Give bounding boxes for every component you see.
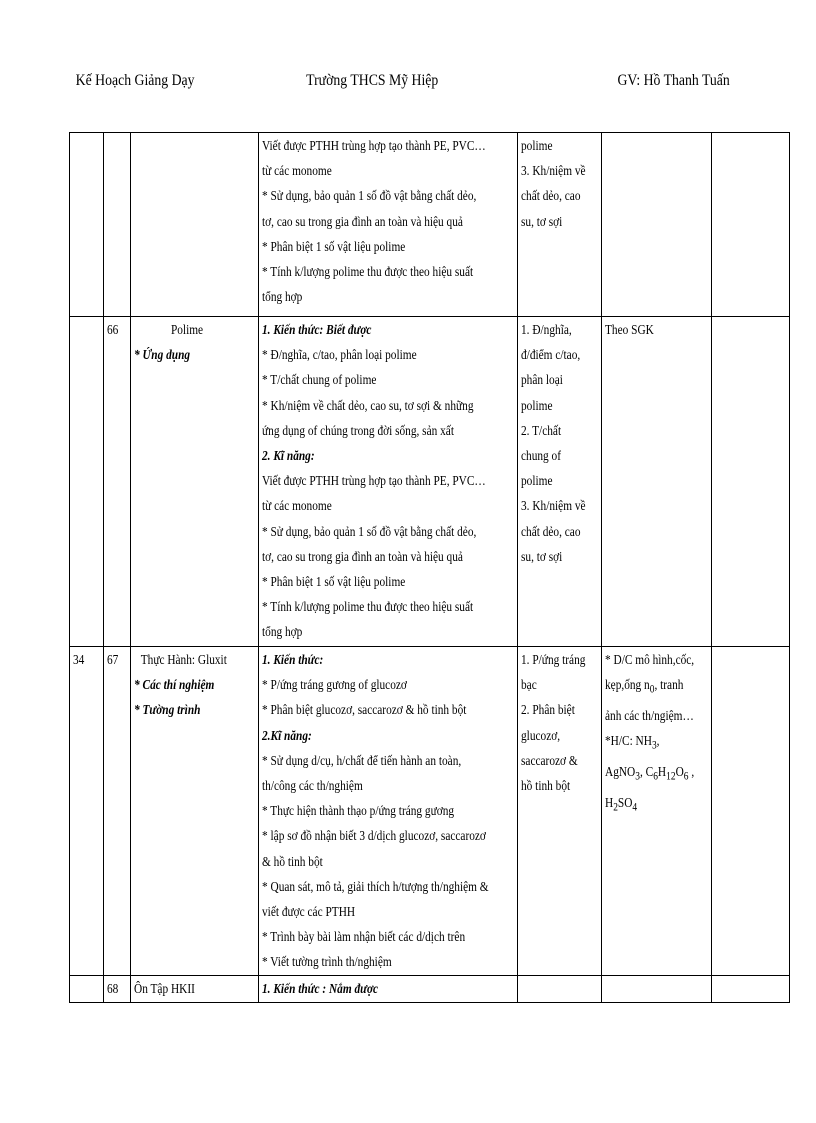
goal-line: * Phân biệt glucozơ, saccarozơ & hồ tinh bột <box>262 702 467 718</box>
week-cell <box>70 133 104 317</box>
materials-cell <box>602 975 712 1002</box>
content-line: chất dẻo, cao <box>521 188 581 204</box>
goal-line: * Trình bày bài làm nhận biết các d/dịch trên <box>262 929 466 945</box>
content-line: polime <box>521 397 553 413</box>
goal-line: th/công các th/nghiệm <box>262 778 363 794</box>
goal-line: * Sử dụng, bảo quản 1 số đồ vật bằng chất dẻo, <box>262 188 477 204</box>
header-left: Kế Hoạch Giảng Dạy <box>75 72 195 89</box>
goal-line: * Tính k/lượng polime thu được theo hiệu suất <box>262 599 474 615</box>
week-cell <box>70 317 104 647</box>
goal-line: * Tính k/lượng polime thu được theo hiệu suất <box>262 264 474 280</box>
materials-line: * D/C mô hình,cốc, <box>605 652 695 667</box>
week-number: 34 <box>73 652 85 667</box>
lesson-number: 67 <box>107 652 119 667</box>
content-line: su, tơ sợi <box>521 548 563 564</box>
goal-line: * Phân biệt 1 số vật liệu polime <box>262 238 406 254</box>
materials-line: ảnh các th/ngiệm… <box>605 708 694 724</box>
table-row <box>70 133 790 317</box>
notes-cell <box>712 647 790 976</box>
topic-sub: * Các thí nghiệm <box>134 677 215 693</box>
table-row <box>70 647 790 976</box>
goal-line: * Đ/nghĩa, c/tao, phân loại polime <box>262 347 417 363</box>
goal-heading: 1. Kiến thức: <box>262 652 324 667</box>
materials-cell <box>602 647 712 976</box>
header-center: Trường THCS Mỹ Hiệp <box>306 72 439 89</box>
content-cell <box>518 317 602 647</box>
goal-line: * lập sơ đồ nhận biết 3 d/dịch glucozơ, saccarozơ <box>262 828 486 844</box>
goal-line: tổng hợp <box>262 289 303 305</box>
content-line: su, tơ sợi <box>521 213 563 229</box>
page-header <box>0 72 730 98</box>
content-line: phân loại <box>521 372 563 388</box>
table-row <box>70 975 790 1002</box>
goal-line: ứng dụng of chúng trong đời sống, sản xất <box>262 422 454 438</box>
goal-heading: 2.Kĩ năng: <box>262 727 312 743</box>
materials-line: Theo SGK <box>605 322 654 337</box>
lesson-number: 66 <box>107 322 119 337</box>
goals-cell <box>259 647 518 976</box>
goal-line: & hồ tinh bột <box>262 853 323 869</box>
topic-cell <box>131 317 259 647</box>
topic-cell <box>131 975 259 1002</box>
topic-title: Polime <box>170 322 204 337</box>
content-line: 2. T/chất <box>521 422 562 438</box>
goal-heading: 2. Kĩ năng: <box>262 448 315 464</box>
lesson-cell <box>104 975 131 1002</box>
goal-line: từ các monome <box>262 163 332 179</box>
goal-line: * Thực hiện thành thạo p/ứng tráng gương <box>262 803 455 819</box>
goal-line: tơ, cao su trong gia đình an toàn và hiệu quả <box>262 548 463 564</box>
lesson-cell <box>104 133 131 317</box>
content-line: đ/điểm c/tao, <box>521 347 581 363</box>
content-line: chất dẻo, cao <box>521 523 581 539</box>
notes-cell <box>712 975 790 1002</box>
goal-line: * Quan sát, mô tả, giải thích h/tượng th/nghiệm & <box>262 878 489 894</box>
goal-line: * Viết tường trình th/nghiệm <box>262 954 392 970</box>
goal-line: * P/ứng tráng gương of glucozơ <box>262 677 407 693</box>
lesson-number: 68 <box>107 980 119 996</box>
goal-line: * T/chất chung of polime <box>262 372 377 388</box>
content-line: 2. Phân biệt <box>521 702 575 718</box>
goal-line: * Kh/niệm về chất dẻo, cao su, tơ sợi & những <box>262 397 474 413</box>
goals-cell <box>259 975 518 1002</box>
content-line: 1. Đ/nghĩa, <box>521 322 572 337</box>
content-line: 3. Kh/niệm về <box>521 498 586 514</box>
goal-line: * Sử dụng d/cụ, h/chất để tiến hành an toàn, <box>262 752 462 768</box>
content-cell <box>518 647 602 976</box>
goal-line: viết được các PTHH <box>262 904 356 920</box>
header-right: GV: Hồ Thanh Tuấn <box>617 72 730 89</box>
content-cell <box>518 975 602 1002</box>
content-line: saccarozơ & <box>521 752 578 768</box>
notes-cell <box>712 317 790 647</box>
table-row <box>70 317 790 647</box>
materials-line: *H/C: $NH_3$, <box>605 733 660 752</box>
content-line: bạc <box>521 677 537 693</box>
goal-line: tổng hợp <box>262 624 303 640</box>
goal-heading: 1. Kiến thức: Biết được <box>262 322 372 337</box>
lesson-cell <box>104 647 131 976</box>
topic-cell <box>131 133 259 317</box>
content-cell <box>518 133 602 317</box>
content-line: chung of <box>521 448 562 464</box>
materials-cell <box>602 317 712 647</box>
content-line: 1. P/ứng tráng <box>521 652 586 667</box>
topic-title: Ôn Tập HKII <box>134 980 195 996</box>
goal-line: Viết được PTHH trùng hợp tạo thành PE, PVC… <box>262 473 486 489</box>
content-line: polime <box>521 138 553 153</box>
notes-cell <box>712 133 790 317</box>
goals-cell <box>259 133 518 317</box>
lesson-plan-table <box>69 132 790 1003</box>
week-cell <box>70 975 104 1002</box>
materials-line: AgNO$_3$, $C_6H_{12}O_6$ , <box>605 764 695 783</box>
materials-cell <box>602 133 712 317</box>
goal-heading: 1. Kiến thức : Nắm được <box>262 980 379 996</box>
materials-line: $H_2SO_4$ <box>605 795 638 814</box>
topic-sub: * Tường trình <box>134 702 201 718</box>
materials-line: kẹp,ống $n_0$, tranh <box>605 677 684 696</box>
topic-cell <box>131 647 259 976</box>
goal-line: Viết được PTHH trùng hợp tạo thành PE, PVC… <box>262 138 486 153</box>
week-cell <box>70 647 104 976</box>
content-line: 3. Kh/niệm về <box>521 163 586 179</box>
content-line: polime <box>521 473 553 489</box>
content-line: glucozơ, <box>521 727 561 743</box>
goal-line: * Phân biệt 1 số vật liệu polime <box>262 574 406 590</box>
lesson-cell <box>104 317 131 647</box>
goal-line: * Sử dụng, bảo quản 1 số đồ vật bằng chất dẻo, <box>262 523 477 539</box>
goal-line: từ các monome <box>262 498 332 514</box>
content-line: hồ tinh bột <box>521 778 571 794</box>
topic-sub: * Ứng dụng <box>134 347 191 363</box>
goals-cell <box>259 317 518 647</box>
topic-title: Thực Hành: Gluxit <box>140 652 227 667</box>
goal-line: tơ, cao su trong gia đình an toàn và hiệu quả <box>262 213 463 229</box>
